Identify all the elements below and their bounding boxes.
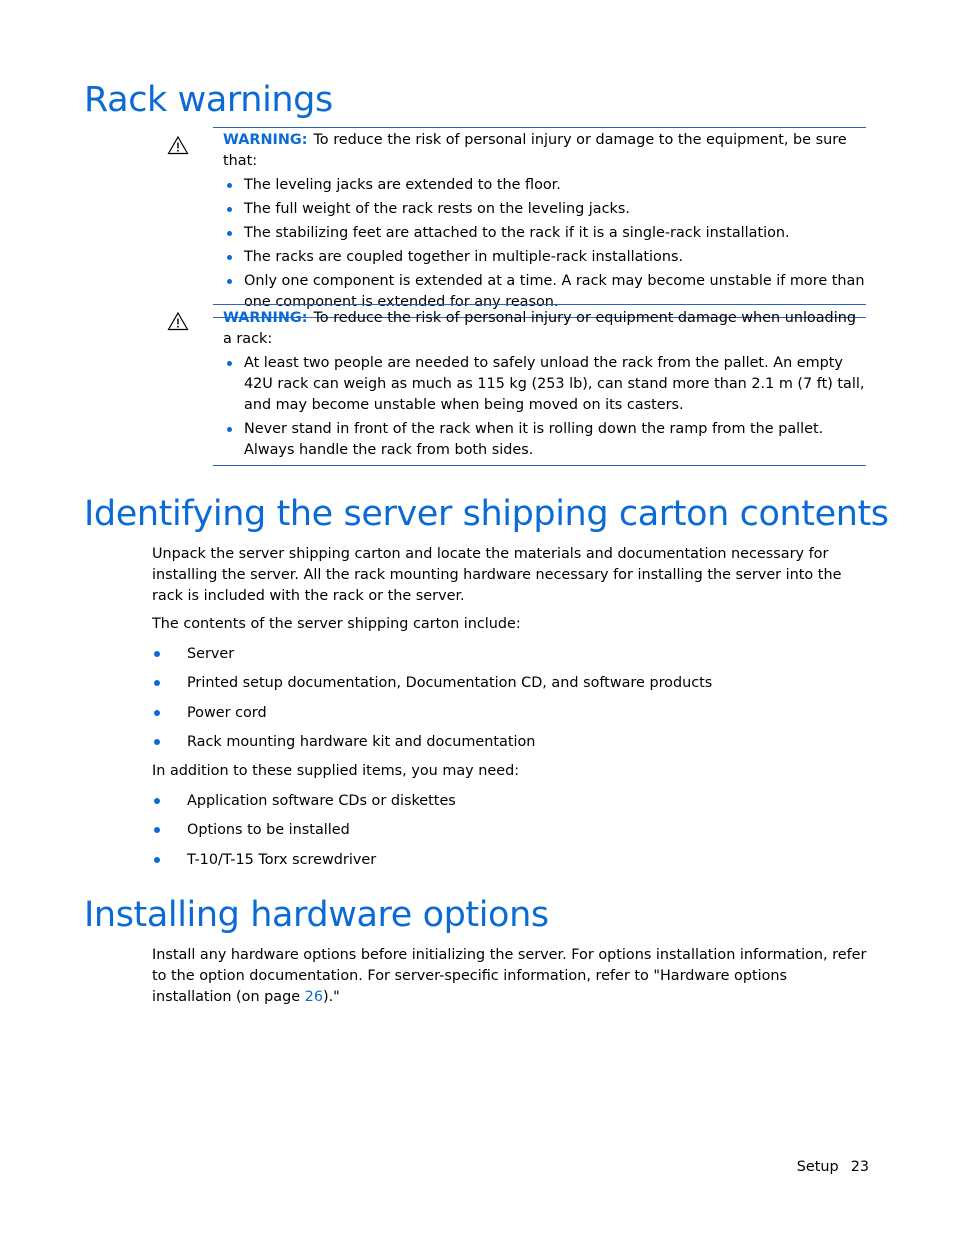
- list-item: T-10/T-15 Torx screwdriver: [152, 850, 456, 879]
- footer-section-name: Setup: [796, 1159, 839, 1175]
- additional-items-list: [152, 791, 456, 879]
- section-title-carton-contents: Identifying the server shipping carton contents: [84, 494, 889, 534]
- list-item: Rack mounting hardware kit and documentation: [152, 732, 712, 761]
- list-item: Application software CDs or diskettes: [152, 791, 456, 820]
- list-item: Power cord: [152, 703, 712, 732]
- list-item: Never stand in front of the rack when it is rolling down the ramp from the pallet. Always handle the rack from both sides.: [213, 419, 866, 461]
- page-footer: [797, 1157, 869, 1178]
- carton-contents-lead: The contents of the server shipping carton include:: [152, 616, 521, 632]
- page-number: 23: [850, 1159, 869, 1175]
- section-title-rack-warnings: Rack warnings: [84, 80, 333, 120]
- warning-1-list: [213, 175, 866, 313]
- list-item: Printed setup documentation, Documentation CD, and software products: [152, 673, 712, 702]
- warning-1-text: WARNING: To reduce the risk of personal injury or damage to the equipment, be sure that:: [223, 132, 847, 169]
- warning-box-1: [213, 127, 866, 318]
- list-item: The racks are coupled together in multiple-rack installations.: [213, 247, 866, 268]
- warning-1-label: WARNING:: [223, 132, 308, 148]
- page-26-link[interactable]: 26: [304, 989, 323, 1005]
- carton-contents-list: [152, 644, 712, 761]
- list-item: Options to be installed: [152, 820, 456, 849]
- hardware-options-text: Install any hardware options before initializing the server. For options installation information, refer to the option documentation. For server-specific information, refer to "Hardware options installation (on page 26).": [152, 947, 867, 1005]
- warning-triangle-icon: [167, 135, 189, 155]
- warning-box-2: [213, 304, 866, 466]
- section-title-hardware-options: Installing hardware options: [84, 895, 549, 935]
- warning-2-label: WARNING:: [223, 310, 308, 326]
- warning-2-text: WARNING: To reduce the risk of personal injury or equipment damage when unloading a rack:: [223, 310, 856, 347]
- list-item: The stabilizing feet are attached to the rack if it is a single-rack installation.: [213, 223, 866, 244]
- list-item: The full weight of the rack rests on the leveling jacks.: [213, 199, 866, 220]
- list-item: Server: [152, 644, 712, 673]
- additional-items-lead: In addition to these supplied items, you may need:: [152, 763, 520, 779]
- list-item: Only one component is extended at a time. A rack may become unstable if more than one component is extended for any reason.: [213, 271, 866, 313]
- warning-triangle-icon: [167, 311, 189, 331]
- list-item: At least two people are needed to safely unload the rack from the pallet. An empty 42U rack can weigh as much as 115 kg (253 lb), can stand more than 2.1 m (7 ft) tall, and may become unstable when being moved on its casters.: [213, 353, 866, 416]
- warning-2-list: [213, 353, 866, 461]
- carton-intro: Unpack the server shipping carton and locate the materials and documentation necessary for installing the server. All the rack mounting hardware necessary for installing the server into the rack is included with the rack or the server.: [152, 546, 842, 604]
- list-item: The leveling jacks are extended to the floor.: [213, 175, 866, 196]
